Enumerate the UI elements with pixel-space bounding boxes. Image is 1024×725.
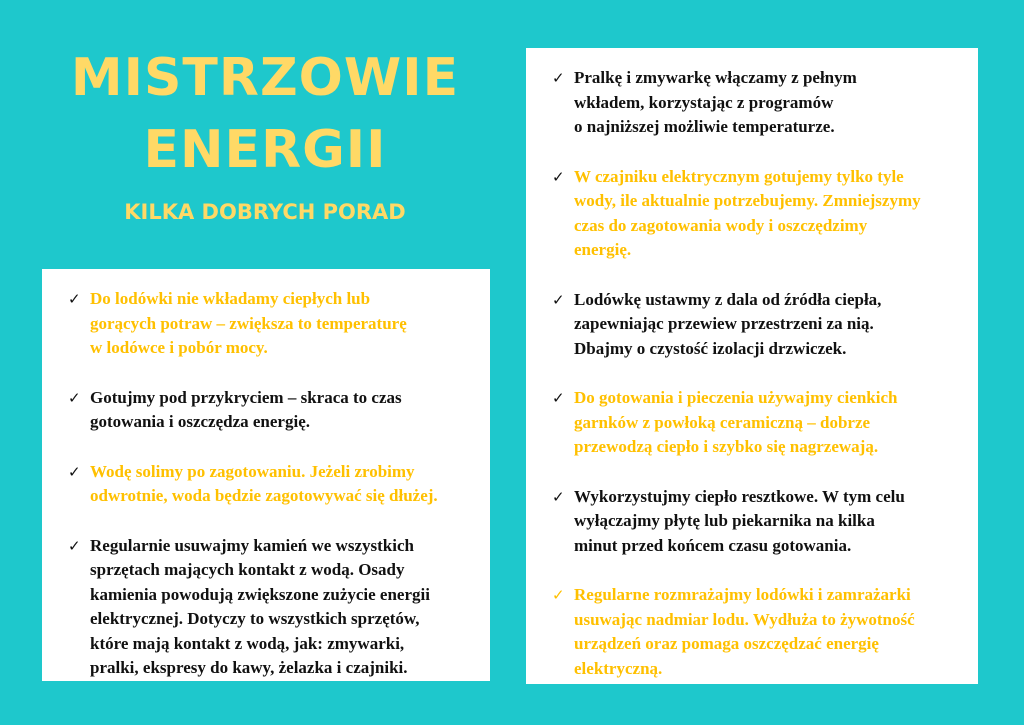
tip-item (552, 485, 978, 559)
tip-text: Wodę solimy po zagotowaniu. Jeżeli zrobimy odwrotnie, woda będzie zagotowywać się dłużej. (90, 461, 438, 505)
tip-text: Do lodówki nie wkładamy ciepłych lub gorących potraw – zwiększa to temperaturę w lodówce i pobór mocy. (90, 289, 407, 357)
tip-item (552, 386, 978, 460)
tip-item (68, 460, 490, 509)
tip-text: Wykorzystujmy ciepło resztkowe. W tym celu wyłączajmy płytę lub piekarnika na kilka minut przed końcem czasu gotowania. (574, 486, 905, 555)
check-icon: ✓ (68, 462, 81, 481)
right-tips-panel (526, 48, 978, 684)
tip-item (68, 534, 490, 681)
tip-item (552, 165, 978, 263)
tip-text: Regularnie usuwajmy kamień we wszystkich sprzętach mających kontakt z wodą. Osady kamienia powodują zwiększone zużycie energii elektrycznej. Dotyczy to wszystkich sprzętów, które mają kontakt z wodą, jak: zmywarki, pralki, ekspresy do kawy, żelazka i czajniki. (90, 535, 430, 677)
subtitle: KILKA DOBRYCH PORAD (124, 200, 406, 224)
left-tips-panel (42, 269, 490, 681)
check-icon: ✓ (552, 389, 565, 407)
check-icon: ✓ (552, 69, 565, 87)
tip-text: W czajniku elektrycznym gotujemy tylko tyle wody, ile aktualnie potrzebujemy. Zmniejszymy czas do zagotowania wody i oszczędzimy energię. (574, 166, 921, 259)
right-tips-list (526, 48, 978, 681)
tip-item (68, 287, 490, 361)
tip-text: Pralkę i zmywarkę włączamy z pełnym wkładem, korzystając z programów o najniższej możliwie temperaturze. (574, 68, 857, 136)
check-icon: ✓ (68, 290, 81, 308)
check-icon: ✓ (552, 290, 565, 309)
tip-item (552, 583, 978, 681)
tip-item (552, 66, 978, 140)
check-icon: ✓ (552, 586, 565, 604)
check-icon: ✓ (68, 536, 81, 555)
check-icon: ✓ (552, 487, 565, 506)
tip-text: Lodówkę ustawmy z dala od źródła ciepła, zapewniając przewiew przestrzeni za nią. Dbajmy o czystość izolacji drzwiczek. (574, 289, 882, 358)
left-tips-list (42, 269, 490, 681)
title-line-2: ENERGII (143, 120, 387, 180)
title-line-1: MISTRZOWIE (70, 48, 460, 108)
tip-item (68, 386, 490, 435)
check-icon: ✓ (552, 167, 565, 186)
tip-item (552, 288, 978, 362)
check-icon: ✓ (68, 388, 81, 407)
tip-text: Do gotowania i pieczenia używajmy cienkich garnków z powłoką ceramiczną – dobrze przewodzą ciepło i szybko się nagrzewają. (574, 388, 898, 456)
tip-text: Regularne rozmrażajmy lodówki i zamrażarki usuwając nadmiar lodu. Wydłuża to żywotność urządzeń oraz pomaga oszczędzać energię elektryczną. (574, 585, 915, 678)
tip-text: Gotujmy pod przykryciem – skraca to czas gotowania i oszczędza energię. (90, 387, 402, 431)
